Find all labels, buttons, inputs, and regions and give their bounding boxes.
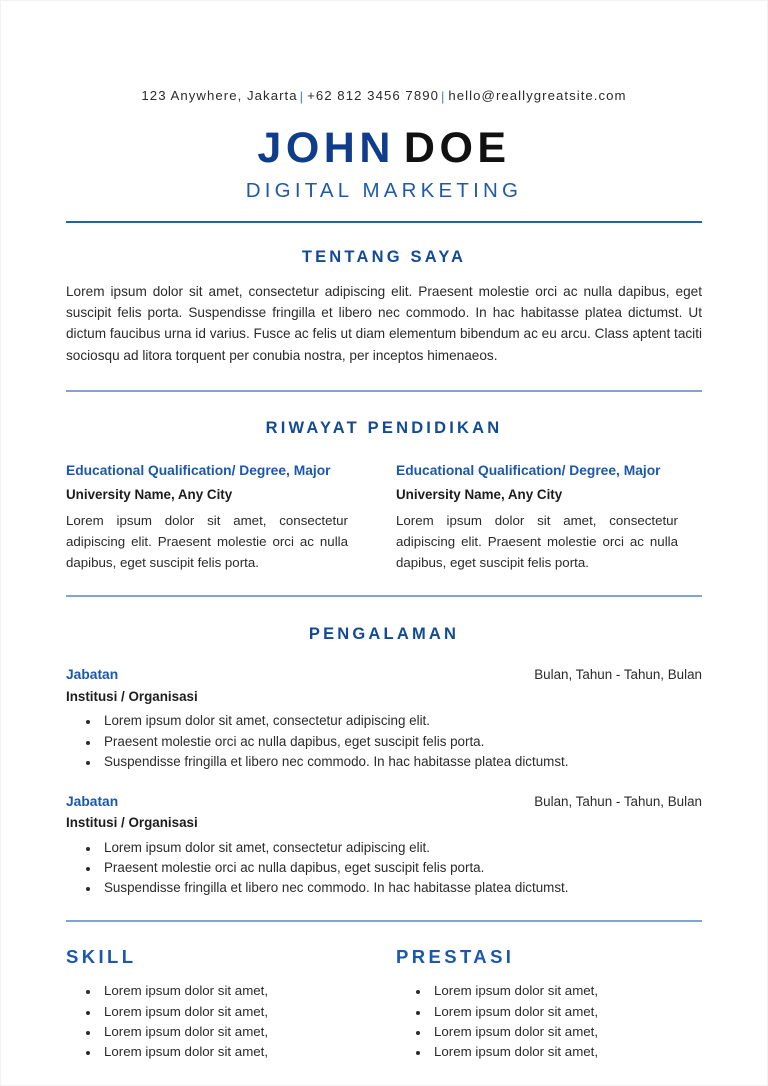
list-item: • Lorem ipsum dolor sit amet, [100,1002,348,1021]
section-title-education: RIWAYAT PENDIDIKAN [265,418,503,437]
list-item: • Lorem ipsum dolor sit amet, [100,1022,348,1041]
education-school: University Name, Any City [66,486,233,502]
list-item: • Lorem ipsum dolor sit amet, [100,981,348,1000]
contact-email: hello@reallygreatsite.com [448,88,627,103]
divider-skill [66,920,702,922]
list-item: • Suspendisse fringilla et libero nec commodo. In hac habitasse platea dictumst. [100,752,702,771]
list-item: • Suspendisse fringilla et libero nec commodo. In hac habitasse platea dictumst. [100,878,702,897]
education-degree: Educational Qualification/ Degree, Major [66,463,331,479]
education-description: Lorem ipsum dolor sit amet, consectetur adipiscing elit. Praesent molestie orci ac nulla dapibus, eget suscipit felis porta. [396,513,678,570]
experience-role: Jabatan [66,666,119,682]
education-entry [396,462,678,573]
resume-content [66,0,702,1062]
contact-phone: +62 812 3456 7890 [307,88,439,103]
experience-bullet-list [66,838,702,897]
contact-address: 123 Anywhere, Jakarta [141,88,298,103]
about-paragraph: Lorem ipsum dolor sit amet, consectetur adipiscing elit. Praesent molestie orci ac nulla dapibus, eget suscipit felis porta. Suspendisse fringilla et libero nec commodo. In hac habitasse platea dictumst. Ut dictum faucibus urna id varius. Fusce ac felis ut diam elementum bibendum ac eu arcu. Class aptent taciti sociosqu ad litora torquent per conubia nostra, per inceptos himenaeos. [66,284,702,363]
education-degree: Educational Qualification/ Degree, Major [396,463,661,479]
section-title-about: TENTANG SAYA [301,247,467,266]
achievement-list [396,981,678,1061]
skill-section [66,946,348,1062]
achievement-section [396,946,678,1062]
experience-header [66,666,702,684]
section-title-experience: PENGALAMAN [308,625,460,644]
contact-line [66,88,702,104]
full-name [66,123,702,172]
education-description: Lorem ipsum dolor sit amet, consectetur adipiscing elit. Praesent molestie orci ac nulla dapibus, eget suscipit felis porta. [66,513,348,570]
list-item: • Lorem ipsum dolor sit amet, [430,1042,678,1061]
experience-role: Jabatan [66,793,119,809]
divider-header [66,221,702,223]
education-school: University Name, Any City [396,486,563,502]
list-item: • Lorem ipsum dolor sit amet, consectetur adipiscing elit. [100,711,702,730]
divider-education [66,390,702,392]
contact-separator-2: | [440,89,445,104]
list-item: • Lorem ipsum dolor sit amet, consectetur adipiscing elit. [100,838,702,857]
job-title-subtitle: DIGITAL MARKETING [245,178,523,202]
experience-bullet-list [66,711,702,770]
experience-entry [66,793,702,898]
first-name: JOHN [257,123,395,172]
list-item: • Lorem ipsum dolor sit amet, [100,1042,348,1061]
experience-date: Bulan, Tahun - Tahun, Bulan [534,793,702,809]
skill-list [66,981,348,1061]
education-grid [66,462,702,573]
list-item: • Lorem ipsum dolor sit amet, [430,1002,678,1021]
list-item: • Praesent molestie orci ac nulla dapibus, eget suscipit felis porta. [100,858,702,877]
experience-entry [66,666,702,771]
experience-organization: Institusi / Organisasi [66,815,198,831]
experience-organization: Institusi / Organisasi [66,688,198,704]
list-item: • Lorem ipsum dolor sit amet, [430,981,678,1000]
experience-header [66,793,702,811]
last-name: DOE [403,123,511,172]
list-item: • Lorem ipsum dolor sit amet, [430,1022,678,1041]
contact-separator-1: | [299,89,304,104]
divider-experience [66,595,702,597]
skill-achievement-grid [66,946,702,1062]
section-title-achievement: PRESTASI [396,946,515,968]
section-title-skill: SKILL [66,946,137,968]
list-item: • Praesent molestie orci ac nulla dapibus, eget suscipit felis porta. [100,732,702,751]
education-entry [66,462,348,573]
experience-date: Bulan, Tahun - Tahun, Bulan [534,666,702,682]
